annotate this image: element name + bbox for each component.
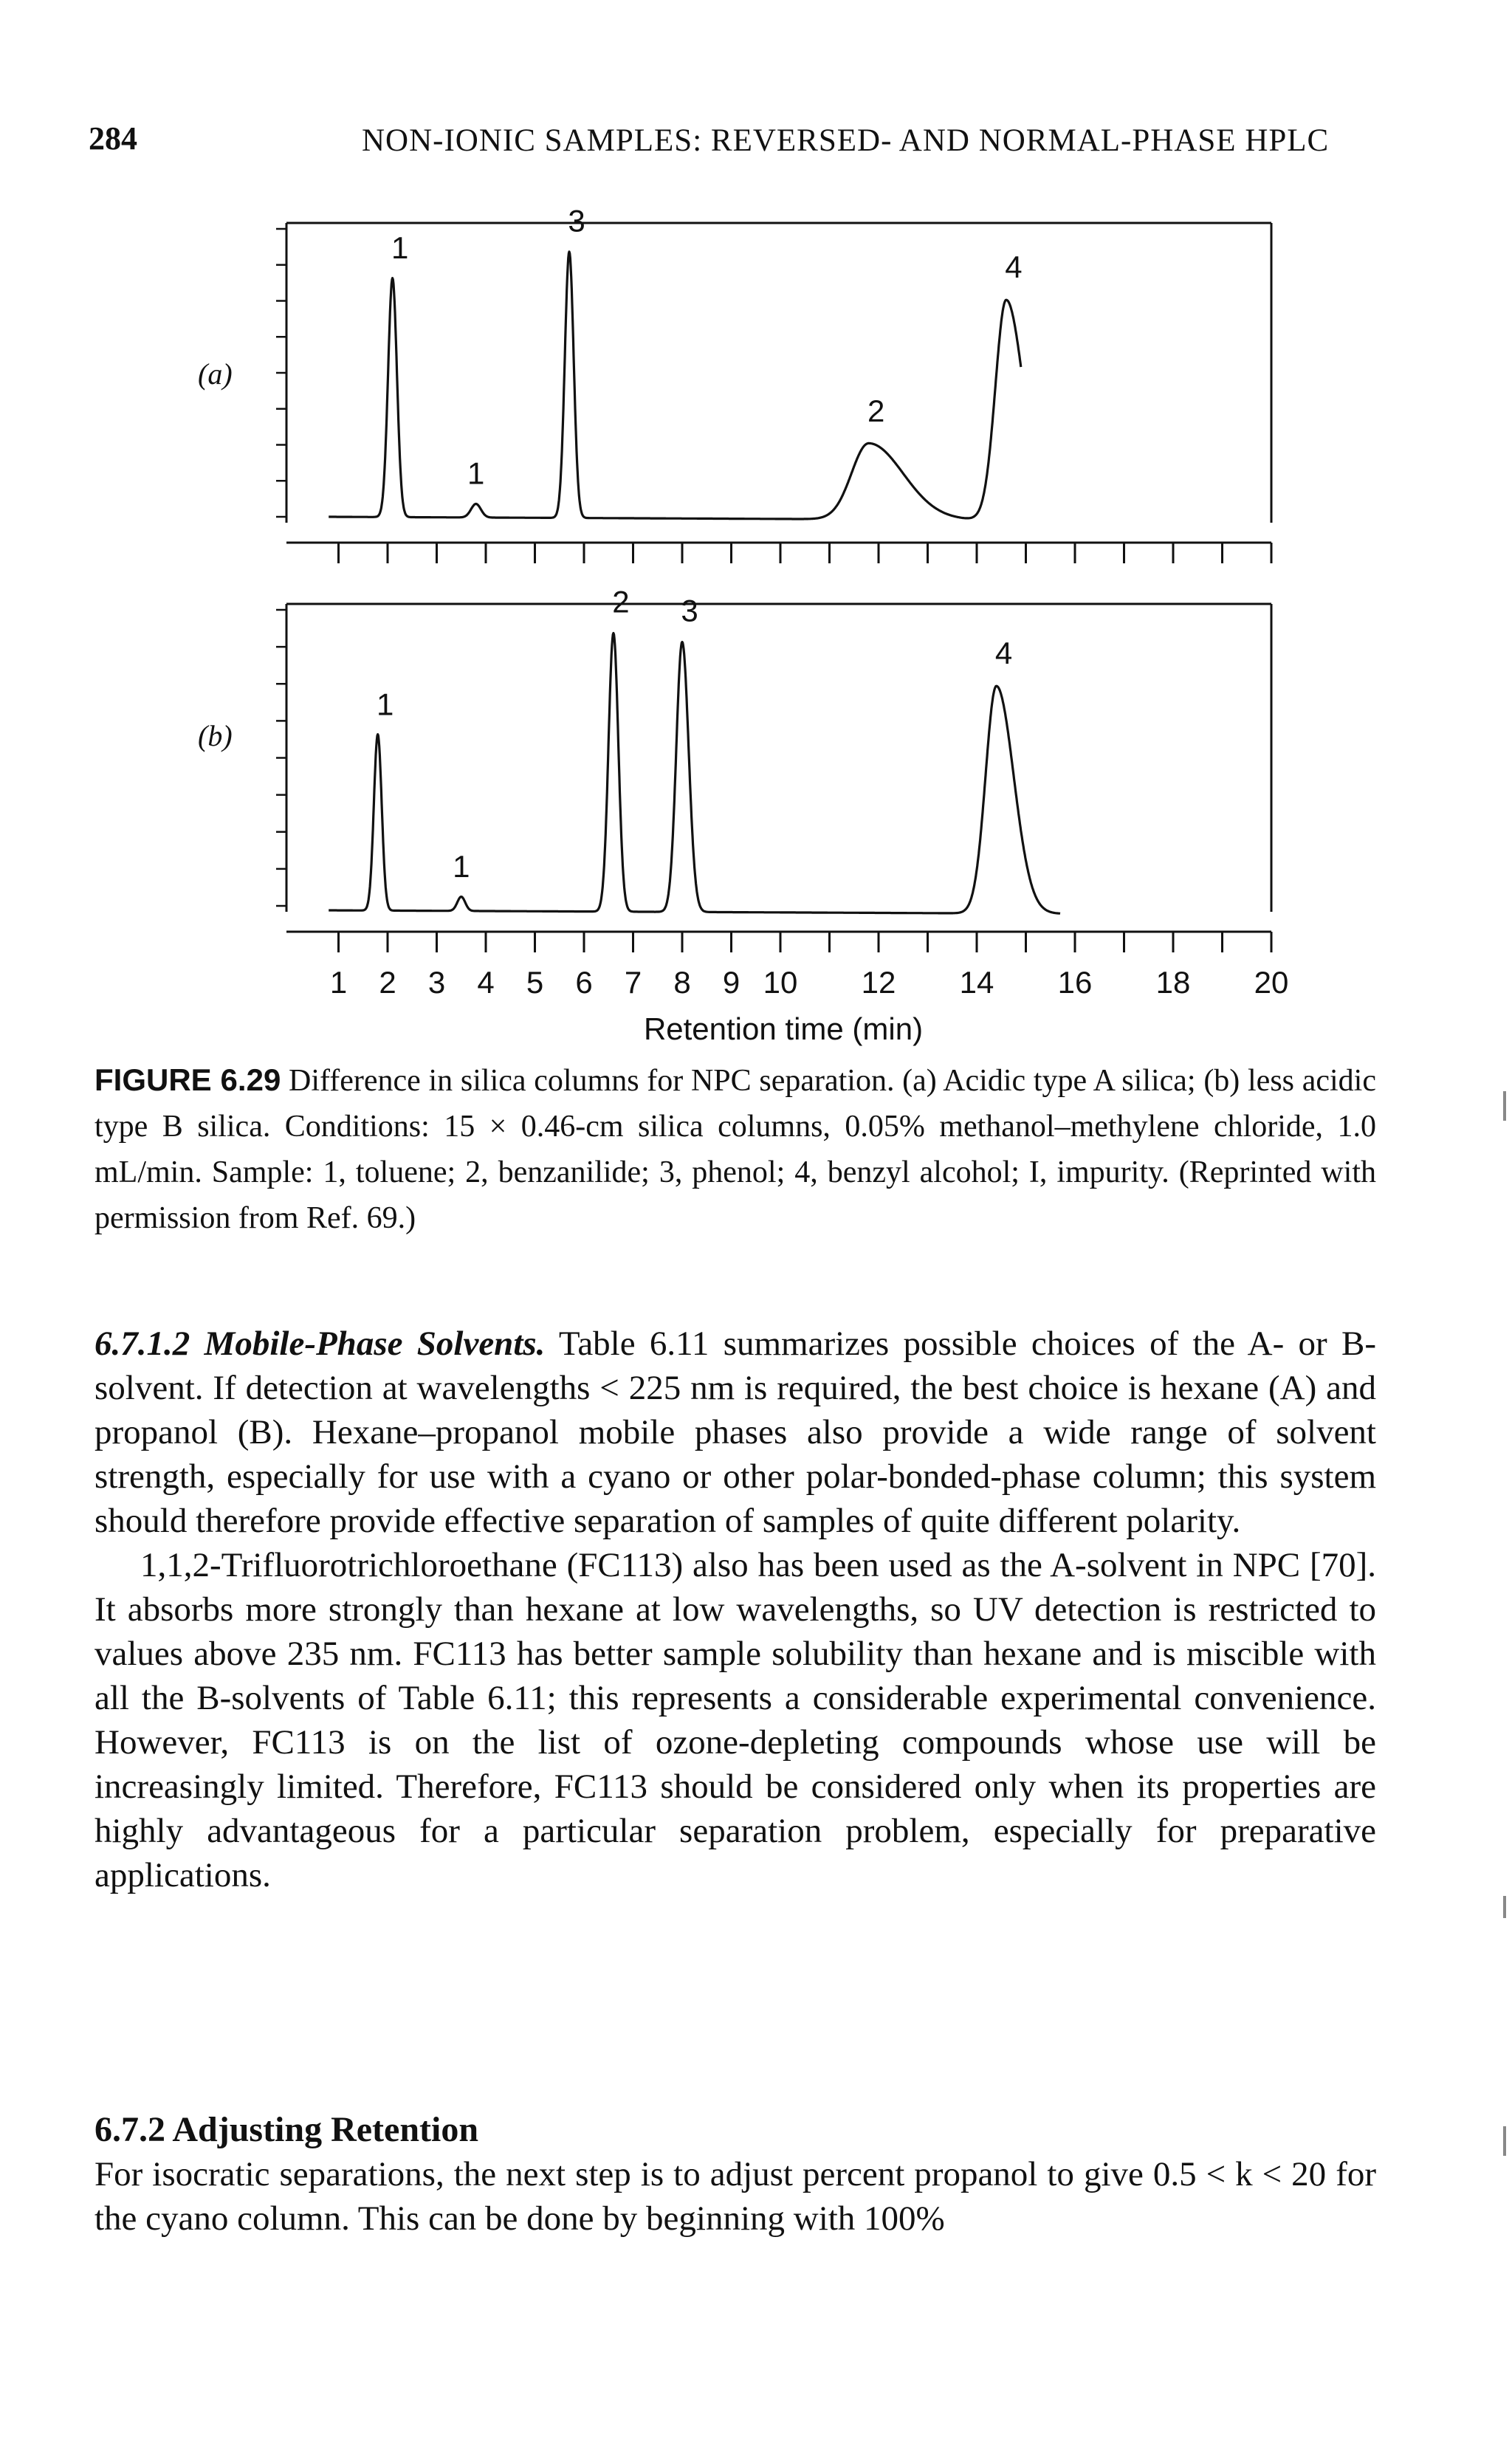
paragraph: Table 6.11 summarizes possible choices of the A- or B-solvent. If detection at wavelengths < 225 nm is required, the best choice is hexane (A) and propanol (B). Hexane–propanol mobile phases also provide a wide range of solvent strength, especially for use with a cyano or other polar-bonded-phase column; this system should therefore provide effective separation of samples of quite different polarity. [94,1324,1376,1540]
peak-label: 1 [467,456,485,491]
section-adjusting-retention [94,2108,1376,2241]
panel-a [198,203,1271,523]
x-tick-label: 8 [673,965,691,1000]
x-tick-label: 14 [959,965,994,1000]
x-tick-label: 9 [722,965,740,1000]
peak-label: 3 [681,593,698,628]
running-title: NON-IONIC SAMPLES: REVERSED- AND NORMAL-PHASE HPLC [362,123,1330,158]
margin-mark [1503,1091,1506,1121]
peak-label: 3 [568,203,585,238]
paragraph: 1,1,2-Trifluorotrichloroethane (FC113) also has been used as the A-solvent in NPC [70]. It absorbs more strongly than hexane at low wavelengths, so UV detection is restricted to values above 235 nm. FC113 has better sample solubility than hexane and is miscible with all the B-solvents of Table 6.11; this represents a considerable experimental convenience. However, FC113 is on the list of ozone-depleting compounds whose use will be increasingly limited. Therefore, FC113 should be considered only when its properties are highly advantageous for a particular separation problem, especially for preparative applications. [94,1546,1376,1894]
margin-mark [1503,2126,1506,2156]
x-tick-label: 3 [427,965,446,1000]
peak-label: 2 [867,393,885,428]
x-axis-label: Retention time (min) [643,1011,924,1046]
panel-label: (a) [198,357,233,391]
x-axis [286,543,1288,1046]
panel-b [198,585,1271,914]
peak-label: 1 [377,687,394,722]
figure-caption [94,1057,1376,1241]
x-tick-label: 4 [477,965,495,1000]
page-number: 284 [89,120,137,157]
x-tick-label: 7 [624,965,642,1000]
x-tick-label: 20 [1254,965,1289,1000]
peak-label: 4 [1005,249,1023,284]
x-tick-label: 1 [329,965,348,1000]
peak-label: 2 [612,584,630,619]
paragraph: For isocratic separations, the next step is to adjust percent propanol to give 0.5 < k < 20 for the cyano column. This can be done by beginning with 100% [94,2155,1376,2238]
subsection-heading: 6.7.1.2 Mobile-Phase Solvents. [94,1324,546,1363]
chromatogram-figure [0,0,1512,1048]
x-tick-label: 6 [575,965,593,1000]
figure-label: FIGURE 6.29 [94,1062,281,1097]
peak-label: 1 [391,230,409,266]
x-tick-label: 5 [526,965,544,1000]
figure-caption-text: Difference in silica columns for NPC separation. (a) Acidic type A silica; (b) less acidic type B silica. Conditions: 15 × 0.46-cm silica columns, 0.05% methanol–methylene chloride, 1.0 mL/min. Sample: 1, toluene; 2, benzanilide; 3, phenol; 4, benzyl alcohol; I, impurity. (Reprinted with permission from Ref. 69.) [94,1064,1376,1235]
peak-label: 1 [453,848,470,884]
panel-label: (b) [198,719,233,752]
x-tick-label: 10 [763,965,798,1000]
section-heading: 6.7.2 Adjusting Retention [94,2110,479,2149]
x-tick-label: 18 [1155,965,1191,1000]
x-tick-label: 16 [1057,965,1093,1000]
x-tick-label: 2 [379,965,396,1000]
section-mobile-phase-solvents [94,1322,1376,1897]
chromatogram-trace [329,249,1023,519]
margin-mark [1503,1896,1506,1918]
chromatogram-trace [329,633,1060,914]
x-tick-label: 12 [861,965,896,1000]
peak-label: 4 [994,636,1013,670]
